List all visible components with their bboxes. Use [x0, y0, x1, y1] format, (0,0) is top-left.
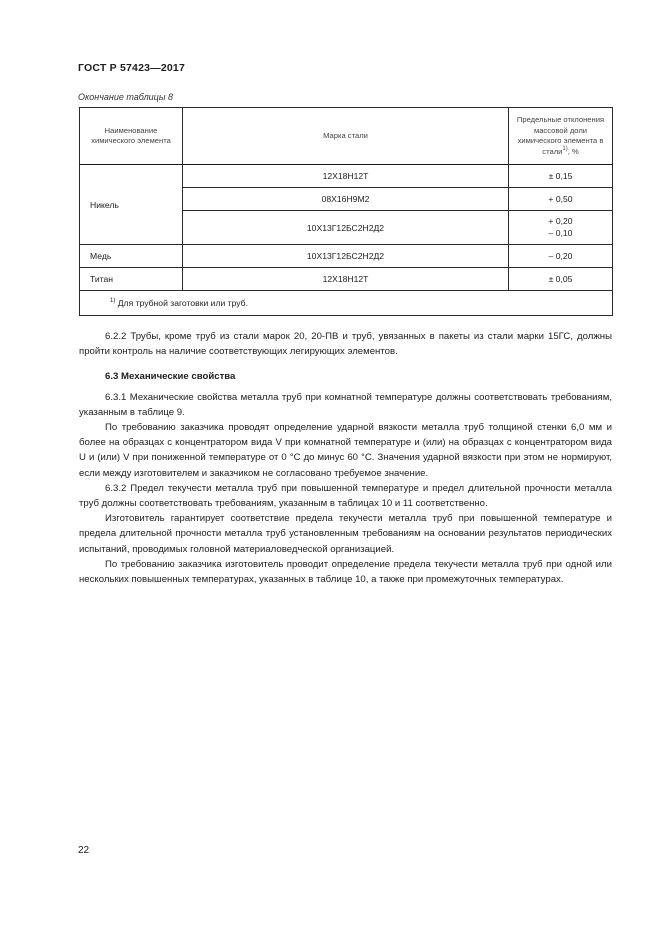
table-footnote-row — [80, 291, 613, 316]
cell-deviation: ± 0,05 — [509, 268, 613, 291]
table-footnote — [80, 291, 613, 316]
cell-deviation: + 0,50 — [509, 188, 613, 211]
cell-grade: 12Х18Н12Т — [183, 268, 509, 291]
table-row — [80, 245, 613, 268]
cell-grade: 10Х13Г12БС2Н2Д2 — [183, 211, 509, 245]
footnote-mark: 1) — [110, 298, 116, 304]
deviation-line-lower: – 0,10 — [548, 227, 573, 238]
header-deviation-text: Предельные отклонения массовой доли химического элемента в стали — [516, 115, 605, 156]
footnote-text: Для трубной заготовки или труб. — [115, 298, 248, 308]
paragraph-customer-request: По требованию заказчика изготовитель проводит определение предела текучести металла труб при одной или нескольких повышенных температурах, указанных в таблице 10, а также при промежуточных температурах. — [79, 558, 612, 586]
section-heading-6-3: 6.3 Механические свойства — [105, 371, 236, 383]
cell-element: Медь — [80, 245, 183, 268]
header-deviation — [509, 108, 613, 165]
table-caption: Окончание таблицы 8 — [78, 92, 173, 102]
paragraph-6-2-2: 6.2.2 Трубы, кроме труб из стали марок 20, 20-ПВ и труб, увязанных в пакеты из стали марки 15ГС, должны пройти контроль на наличие соответствующих легирующих элементов. — [79, 331, 612, 358]
cell-element: Титан — [80, 268, 183, 291]
table-8 — [79, 107, 613, 316]
header-deviation-footnote-mark: 1) — [562, 145, 568, 152]
paragraph-manufacturer-guarantee: Изготовитель гарантирует соответствие предела текучести металла труб при повышенной температуре и предела длительной прочности металла труб установленным требованиям на основании результатов периодических испытаний, проводимых головной материаловедческой организацией. — [79, 513, 612, 555]
header-grade: Марка стали — [183, 108, 509, 165]
table-row — [80, 268, 613, 291]
cell-deviation — [509, 211, 613, 245]
body-text — [79, 329, 612, 587]
paragraph-impact-test: По требованию заказчика проводят определение ударной вязкости металла труб толщиной стенки 6,0 мм и более на образцах с концентратором вида V при комнатной температуре и (или) на образцах с концентратором вида U и (или) V при пониженной температуре от 0 °С до минус 60 °С. Значения ударной вязкости при этом не нормируют, если между изготовителем и заказчиком не согласовано требуемое значение. — [79, 422, 612, 479]
document-code: ГОСТ Р 57423—2017 — [78, 62, 186, 74]
paragraph-6-3-2: 6.3.2 Предел текучести металла труб при повышенной температуре и предел длительной прочности металла труб должны соответствовать требованиям, указанным в таблицах 10 и 11 соответственно. — [79, 482, 612, 510]
table-row — [80, 165, 613, 188]
paragraph-6-3-1: 6.3.1 Механические свойства металла труб при комнатной температуре должны соответствовать требованиям, указанным в таблице 9. — [79, 391, 612, 418]
cell-deviation: – 0,20 — [509, 245, 613, 268]
header-deviation-unit: , % — [567, 146, 579, 156]
header-element: Наименование химического элемента — [80, 108, 183, 165]
cell-grade: 10Х13Г12БС2Н2Д2 — [183, 245, 509, 268]
page-number: 22 — [78, 845, 90, 856]
cell-grade: 08Х16Н9М2 — [183, 188, 509, 211]
cell-element: Никель — [80, 165, 183, 245]
cell-grade: 12Х18Н12Т — [183, 165, 509, 188]
deviation-line-upper: + 0,20 — [548, 216, 573, 226]
cell-deviation: ± 0,15 — [509, 165, 613, 188]
